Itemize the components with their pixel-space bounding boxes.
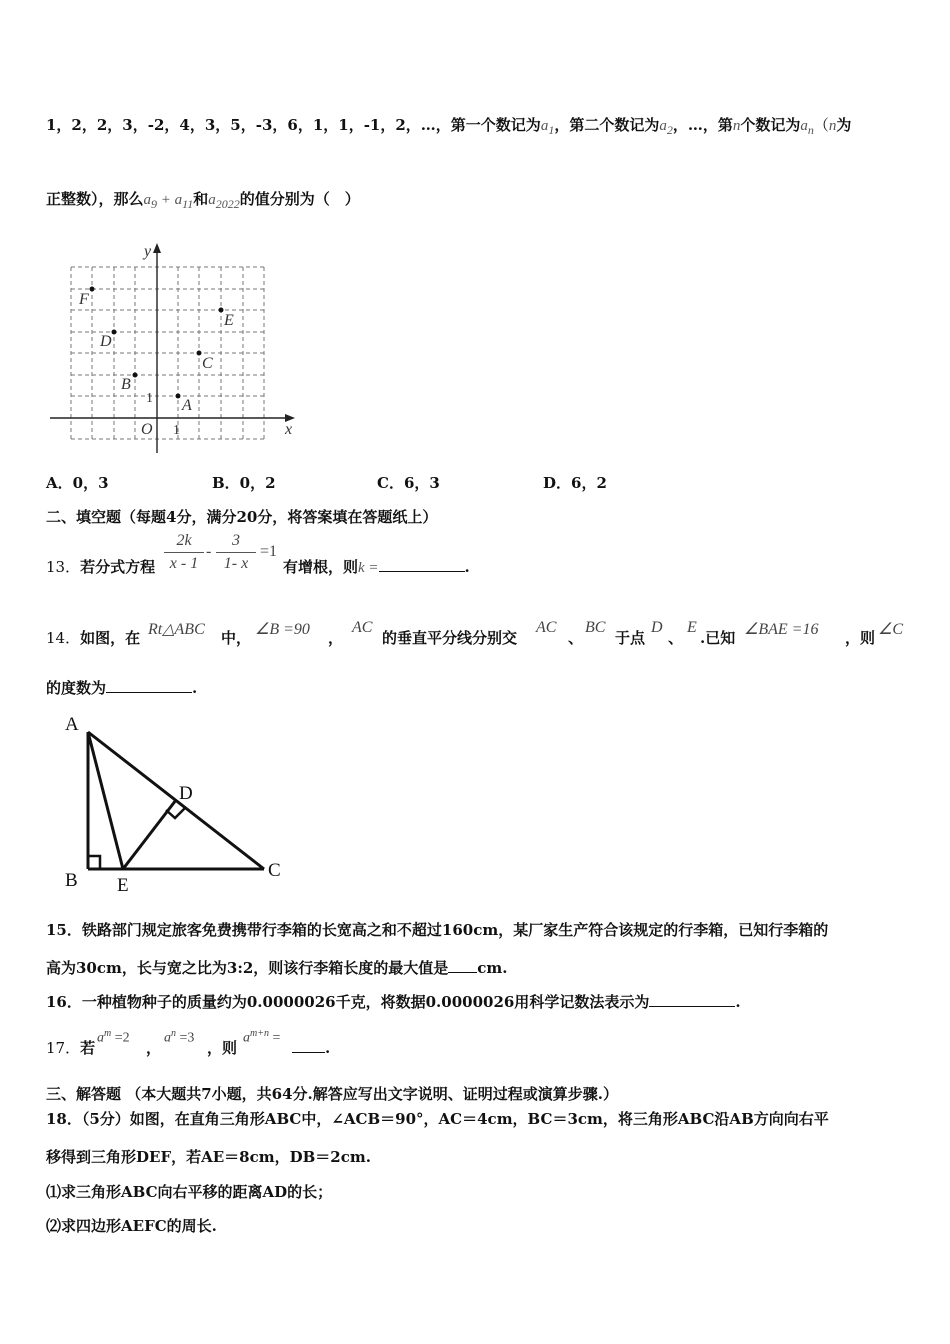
q17-ze: ，则	[207, 1039, 238, 1057]
section2-heading: 二、填空题（每题4分，满分20分，将答案填在答题纸上）	[46, 508, 438, 526]
label-a: A	[65, 714, 79, 735]
label-d: D	[179, 783, 193, 804]
point-c	[197, 351, 202, 356]
q17-an: $a^n =3$	[164, 1028, 195, 1046]
q13-eq: =1	[260, 543, 278, 560]
point-label-c: C	[202, 355, 213, 372]
q14-text5: .已知	[700, 629, 736, 647]
q15-line1: 15．铁路部门规定旅客免费携带行李箱的长宽高之和不超过160cm，某厂家生产符合该规定的行李箱，已知行李箱的	[46, 921, 829, 939]
math-n: n	[732, 118, 741, 134]
q17-am: $a^m =2$	[97, 1028, 130, 1046]
point-label-d: D	[100, 333, 112, 350]
q14-answer-blank[interactable]	[106, 678, 192, 693]
section3-heading: 三、解答题 （本大题共7小题，共64分.解答应写出文字说明、证明过程或演算步骤.）	[46, 1085, 618, 1103]
q14-comma: ，	[328, 629, 344, 647]
q14-text4: 于点	[615, 629, 646, 647]
q14-dun: 、	[568, 629, 584, 647]
q14-bc: BC	[585, 619, 606, 636]
math-a1: $a_1$	[540, 118, 555, 137]
point-e	[219, 308, 224, 313]
math-an: $a_n$	[800, 118, 814, 137]
q12-line1: 1，2，2，3，-2，4，3，5，-3，6，1，1，-1，2，…，第一个数记为$a_1$，第二个数记为$a_2$，…，第n个数记为$a_n(n$为	[46, 116, 852, 137]
y-axis-label: y	[144, 243, 152, 260]
q14-e: E	[687, 619, 697, 636]
point-label-b: B	[121, 376, 131, 393]
option-c[interactable]: C．6，3	[377, 474, 440, 492]
q16-answer-blank[interactable]	[649, 992, 735, 1007]
q14-angle-b: ∠B =90	[255, 621, 310, 638]
q13-text: 13．若分式方程	[46, 558, 156, 576]
point-d	[112, 330, 117, 335]
q18-line1: 18．（5分）如图，在直角三角形ABC中，∠ACB＝90°，AC＝4cm，BC＝3cm，将三角形ABC沿AB方向向右平	[46, 1110, 829, 1128]
label-e: E	[117, 875, 129, 896]
q17-blank-wrap: .	[292, 1038, 330, 1058]
q16-text: 16．一种植物种子的质量约为0.0000026千克，将数据0.0000026用科学记数法表示为 .	[46, 993, 741, 1011]
q17-text: 17．若	[46, 1039, 96, 1057]
point-label-a: A	[182, 397, 192, 414]
q17-comma: ，	[146, 1039, 162, 1057]
q18-part2: ⑵求四边形AEFC的周长.	[46, 1217, 217, 1235]
q15-answer-blank[interactable]	[448, 958, 477, 973]
tick-label-x-1: 1	[173, 423, 180, 438]
math-a9-plus-a11: $a_9 + a_{11}$	[143, 192, 194, 211]
q14-rt-abc: Rt△ABC	[148, 621, 205, 638]
point-label-e: E	[224, 312, 234, 329]
origin-label: O	[141, 421, 153, 438]
y-axis-arrow	[153, 243, 161, 253]
point-b	[133, 373, 138, 378]
q17-answer-blank[interactable]	[292, 1038, 325, 1053]
q15-line2: 高为30cm，长与宽之比为3:2，则该行李箱长度的最大值是 cm.	[46, 959, 508, 977]
q13-answer-blank[interactable]	[379, 557, 465, 572]
q14-line2: 的度数为 .	[46, 679, 198, 697]
point-a	[176, 394, 181, 399]
math-a2: $a_2$	[659, 118, 673, 137]
right-angle-b	[88, 856, 100, 869]
q14-triangle-figure	[60, 708, 320, 898]
q14-text6: ，则	[845, 629, 876, 647]
q18-line2: 移得到三角形DEF，若AE＝8cm，DB＝2cm.	[46, 1148, 371, 1166]
option-d[interactable]: D．6，2	[543, 474, 607, 492]
option-b[interactable]: B．0，2	[212, 474, 276, 492]
option-a[interactable]: A．0，3	[46, 474, 109, 492]
q17-amn: $a^{m+n}$ =	[243, 1028, 281, 1046]
q13-frac2: $\frac{3}{1- x}$	[216, 530, 256, 575]
q14-dun2: 、	[668, 629, 684, 647]
q14-bae: ∠BAE =16	[744, 621, 819, 638]
q18-part1: ⑴求三角形ABC向右平移的距离AD的长；	[46, 1183, 333, 1201]
q14-text2: 中，	[221, 629, 252, 647]
q14-line1: 14．如图，在	[46, 629, 141, 647]
q14-angle-c: ∠C	[878, 621, 904, 638]
point-label-f: F	[79, 291, 89, 308]
q13-minus: -	[206, 543, 212, 560]
q14-text3: 的垂直平分线分别交	[382, 629, 518, 647]
q13-text2: 有增根，则k = .	[283, 558, 470, 576]
q14-d: D	[651, 619, 663, 636]
segment-ae	[88, 732, 123, 869]
x-axis-label: x	[285, 421, 293, 438]
label-c: C	[268, 860, 281, 881]
q12-grid-figure	[45, 238, 305, 458]
tick-label-y-1: 1	[146, 391, 153, 406]
label-b: B	[65, 870, 78, 891]
point-f	[90, 287, 95, 292]
math-a2022: $a_{2022}$	[208, 192, 240, 211]
q14-ac2: AC	[536, 619, 557, 636]
q12-line2: 正整数），那么$a_9 + a_{11}$和$a_{2022}$的值分别为（ ）	[46, 190, 360, 211]
math-n2: n	[828, 118, 837, 134]
q14-ac: AC	[352, 619, 373, 636]
q13-frac1: $\frac{2k}{x - 1}$	[164, 530, 204, 575]
